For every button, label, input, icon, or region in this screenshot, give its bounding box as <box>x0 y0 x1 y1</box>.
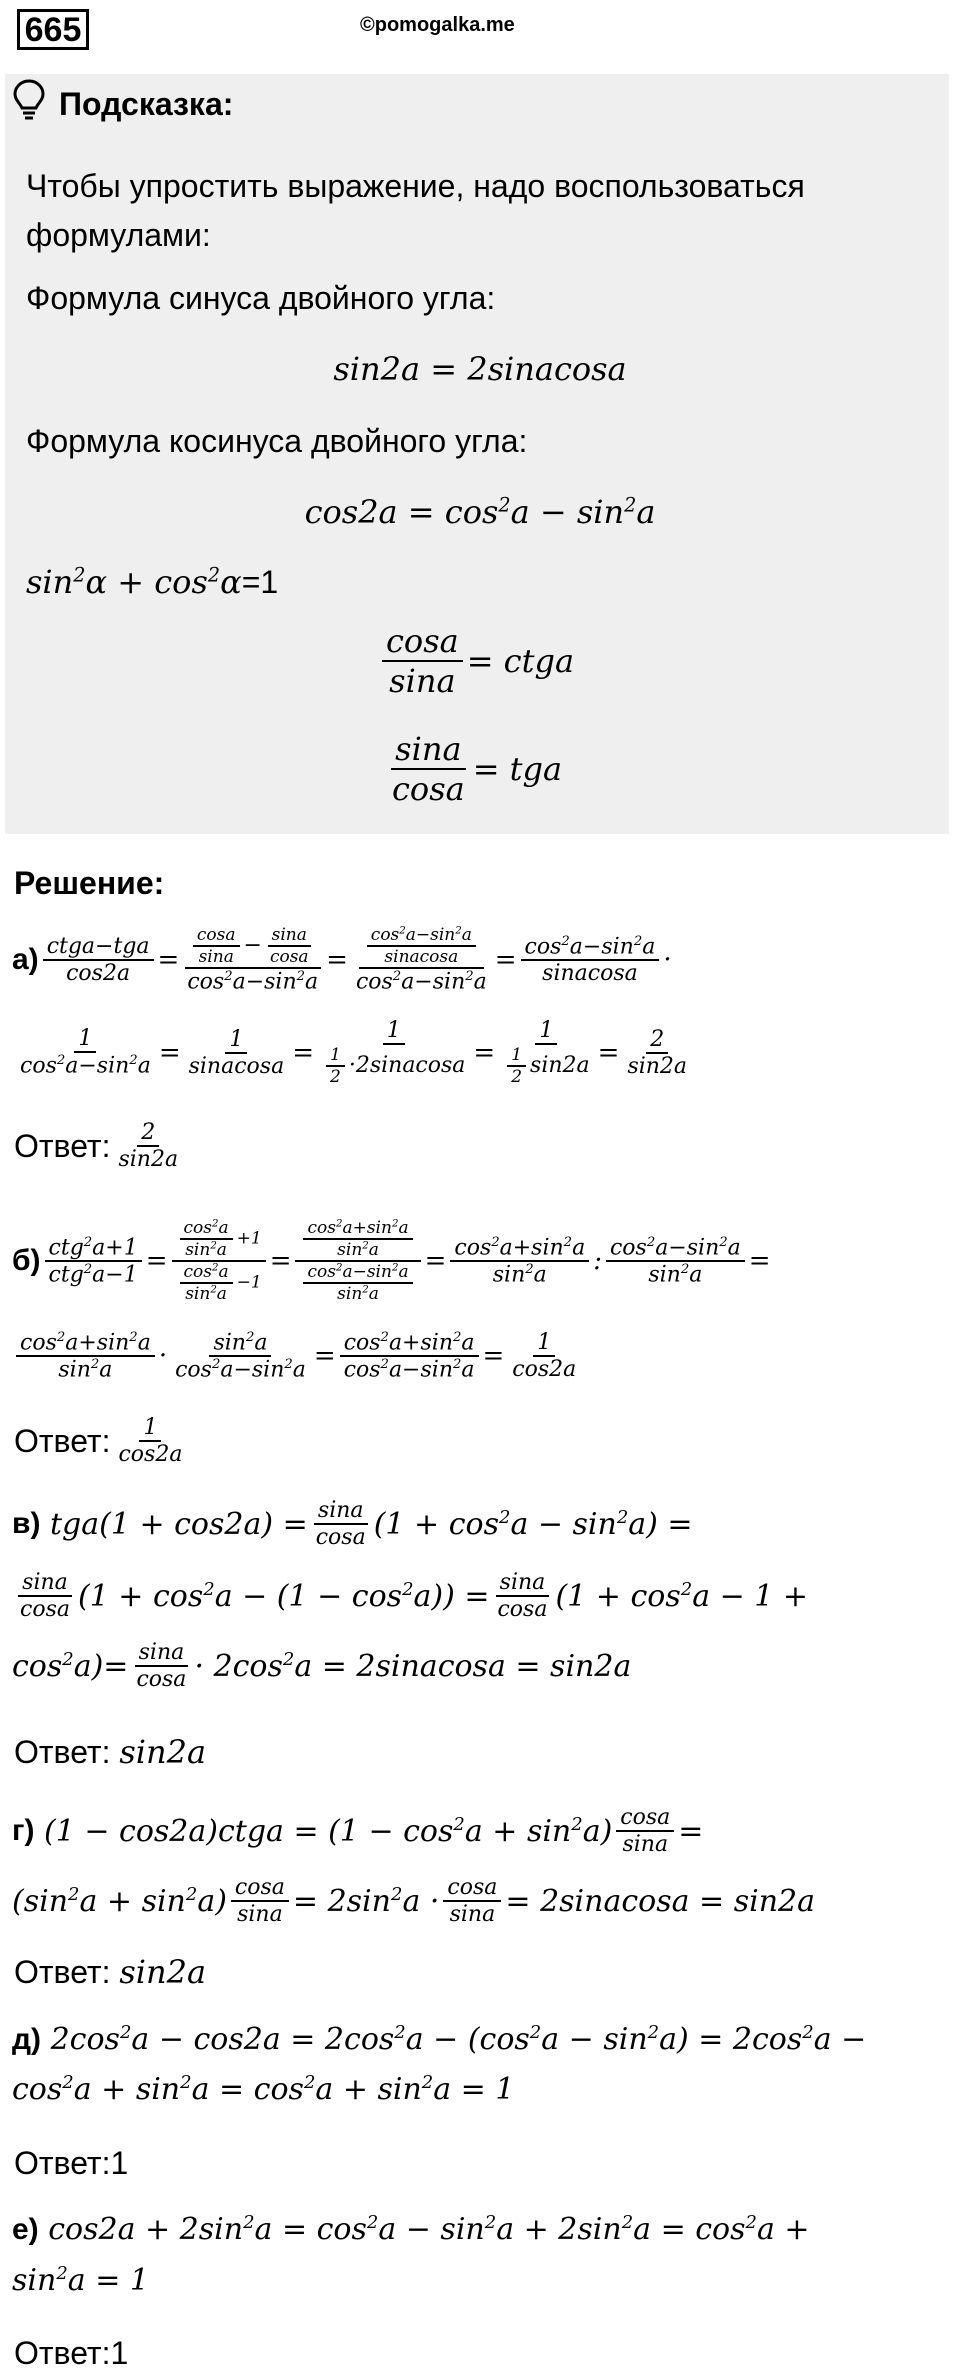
part-g-line2: $(\sin^2a + \sin^2a)$ $\frac{\cos a}{\sin a}$ = $2\sin^2a$ · $\frac{\cos a}{\sin a}$ = 2sinacosa = sin2a <box>12 1875 815 1927</box>
problem-number: 665 <box>17 9 89 50</box>
hint-title: Подсказка: <box>59 86 234 122</box>
solution-title: Решение: <box>14 865 165 901</box>
part-a-line2: $\frac{1}{\cos^2a-\sin^2a}$ = $\frac{1}{\text{sinacosa}}$ = 1 $\frac{1}{2}$ ·2sinacosa = 1 $\frac{1}{2}$ sin2a = $\frac{2}{\sin 2a}$ <box>20 1018 688 1087</box>
part-b-line2: $\frac{\cos^2a+\sin^2a}{\sin^2a}$ · $\frac{\sin^2a}{\cos^2a-\sin^2a}$ = $\frac{\cos^2a+\sin^2a}{\cos^2a-\sin^2a}$ = $\frac{1}{\cos 2a}$ <box>12 1330 584 1383</box>
hint-intro-line2: формулами: <box>26 217 211 253</box>
tg-formula: $\frac{\sin a}{\cos a}$ = tga <box>392 730 563 808</box>
part-v-line3: $\cos^2a)=$ $\frac{\sin a}{\cos a}$ · $2\cos^2a$ = 2sinacosa = sin2a <box>12 1640 632 1692</box>
part-v-line2: $\frac{\sin a}{\cos a}$ $(1 + \cos^2a - (1 - \cos^2a))$ = $\frac{\sin a}{\cos a}$ ($1 + \cos^2a - 1$ + <box>20 1570 809 1622</box>
ctg-formula: $\frac{\cos a}{\sin a}$ = ctga <box>378 622 574 700</box>
trig-identity: $\sin^2\alpha + \cos^2\alpha=1$ <box>26 563 279 601</box>
part-v-line1: в) tga(1 + cos2a) = $\frac{\sin a}{\cos a}$ $(1 + \cos^2a - \sin^2a)$ = <box>12 1498 693 1550</box>
cos-double-label: Формула косинуса двойного угла: <box>26 423 528 459</box>
part-g-line1: г) (1 − cos2a)ctga = $(1 - \cos^2a + \sin^2a)$ $\frac{\cos a}{\sin a}$ = <box>12 1805 704 1857</box>
answer-a: Ответ: $\frac{2}{\sin 2a}$ <box>14 1120 179 1172</box>
part-a-line1: а) $\frac{\text{ctga−tga}}{\cos 2a}$ = $\frac{\cos a}{\sin a}$ − $\frac{\sin a}{\cos a}$ $\cos^2a-\sin^2a$ = $\frac{\frac{\cos^2a-\sin^2a}{\text{sinacosa}}}{\cos^2a-\sin^2a}$ = $\frac{\cos^2a-\sin^2a}{\text{sinacosa}}$ · <box>12 925 672 995</box>
answer-b: Ответ: $\frac{1}{\cos 2a}$ <box>14 1415 183 1467</box>
answer-g: Ответ: sin2a <box>14 1953 207 1991</box>
answer-v: Ответ: sin2a <box>14 1733 207 1771</box>
part-d-line2: $\cos^2a + \sin^2a = \cos^2a + \sin^2a = 1$ <box>12 2072 515 2107</box>
answer-d: Ответ:1 <box>14 2145 129 2181</box>
cos-double-formula: $\cos 2a = \cos^2a - \sin^2a$ <box>304 493 656 531</box>
site-watermark: ©pomogalka.me <box>360 14 515 36</box>
part-e-line2: $\sin^2a = 1$ <box>12 2263 149 2298</box>
sin-double-label: Формула синуса двойного угла: <box>26 280 496 316</box>
part-e-line1: е) $\cos 2a + 2\sin^2a = \cos^2a - \sin^2a + 2\sin^2a = \cos^2a$ + <box>12 2212 810 2247</box>
hint-intro-line1: Чтобы упростить выражение, надо воспользоваться <box>26 168 805 204</box>
sin-double-formula: sin2a = 2sinacosa <box>333 350 627 388</box>
part-b-line1: б) $\frac{ctg^2a+1}{ctg^2a-1}$ = $\frac{\cos^2a}{\sin^2a}$ +1 $\frac{\cos^2a}{\sin^2a}$ −1 = $\frac{\frac{\cos^2a+\sin^2a}{\sin^2a}}{\frac{\cos^2a-\sin^2a}{\sin^2a}}$ = $\frac{\cos^2a+\sin^2a}{\sin^2a}$ : $\frac{\cos^2a-\sin^2a}{\sin^2a}$ = <box>12 1218 771 1304</box>
answer-e: Ответ:1 <box>14 2335 129 2371</box>
lightbulb-icon <box>12 78 46 122</box>
part-d-line1: д) $2\cos^2a - \cos 2a = 2\cos^2a - (\cos^2a - \sin^2a) = 2\cos^2a$ − <box>12 2022 867 2057</box>
